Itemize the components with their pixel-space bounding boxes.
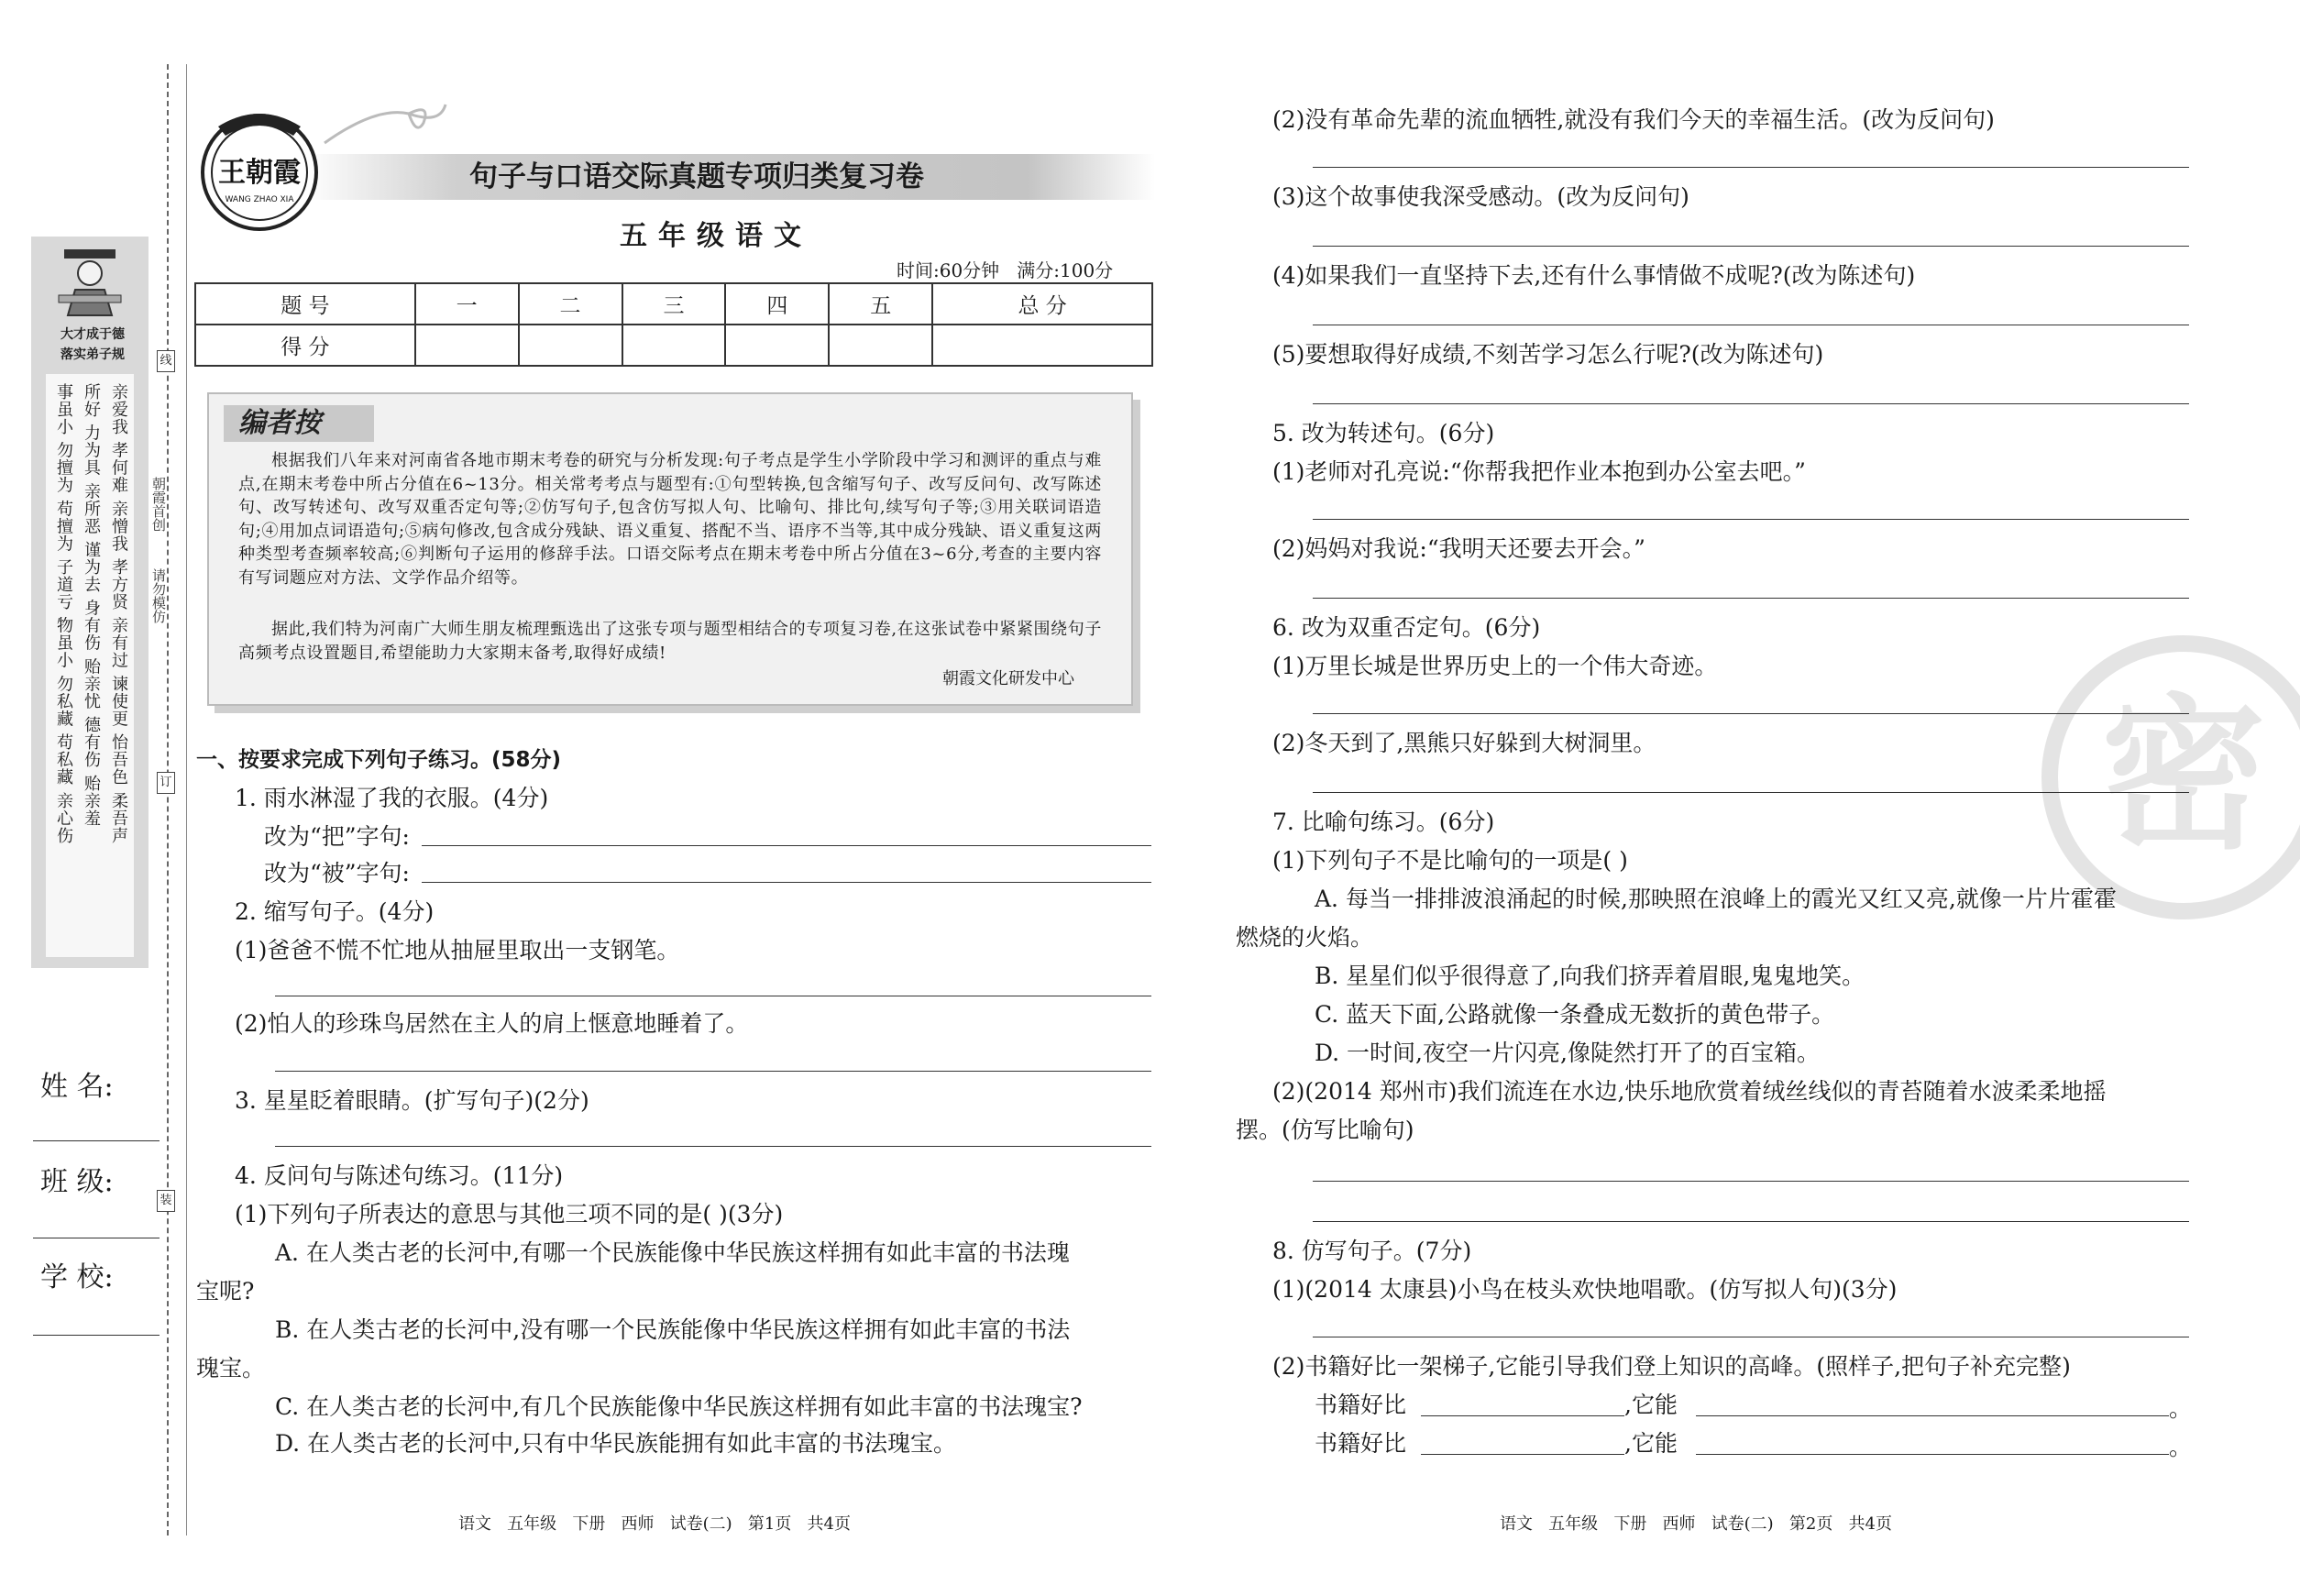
q7-option-d: D. 一时间,夜空一片闪亮,像陡然打开了的百宝箱。 xyxy=(1315,1040,1820,1066)
q5-1-text: (1)老师对孔亮说:“你帮我把作业本抱到办公室去吧。” xyxy=(1272,458,1806,485)
margin-note-1: 朝霞首创 xyxy=(150,477,167,532)
q4-option-b-1: B. 在人类古老的长河中,没有哪一个民族能像中华民族这样拥有如此丰富的书法 xyxy=(275,1316,1071,1343)
score-cell-4[interactable] xyxy=(725,325,829,366)
class-label: 班 级: xyxy=(40,1166,114,1198)
school-field[interactable] xyxy=(33,1335,160,1336)
q1-ba-answer[interactable] xyxy=(422,845,1151,846)
q3-answer[interactable] xyxy=(275,1146,1151,1147)
q7-2-answer-2[interactable] xyxy=(1313,1221,2189,1222)
score-col-4: 四 xyxy=(725,283,829,325)
name-field[interactable] xyxy=(33,1140,160,1141)
binding-line-inner xyxy=(186,64,187,1535)
sidebar-rules xyxy=(31,237,149,968)
q4-option-a-2: 宝呢? xyxy=(196,1278,255,1304)
q4-3-answer[interactable] xyxy=(1313,246,2189,247)
q7-option-a-1: A. 每当一排排波浪涌起的时候,那映照在浪峰上的霞光又红又亮,就像一片片霍霍 xyxy=(1315,886,2117,912)
q8-2-line2-blank-b[interactable] xyxy=(1696,1454,2169,1455)
score-col-3: 三 xyxy=(622,283,726,325)
name-label: 姓 名: xyxy=(40,1071,114,1103)
q4-5-text: (5)要想取得好成绩,不刻苦学习怎么行呢?(改为陈述句) xyxy=(1272,341,1824,368)
binding-marker-1: 线 xyxy=(157,350,175,372)
q1-ba-label: 改为“把”字句: xyxy=(264,823,410,850)
q4-4-text: (4)如果我们一直坚持下去,还有什么事情做不成呢?(改为陈述句) xyxy=(1272,262,1916,289)
score-col-2: 二 xyxy=(519,283,622,325)
q8-2-line1-blank-b[interactable] xyxy=(1696,1415,2169,1416)
binding-marker-3: 装 xyxy=(157,1190,175,1212)
score-header-points: 得 分 xyxy=(195,325,415,366)
logo-subtext: WANG ZHAO XIA xyxy=(225,195,294,204)
footer-page-1: 语文 五年级 下册 西师 试卷(二) 第1页 共4页 xyxy=(458,1514,851,1534)
q3-text: 3. 星星眨着眼睛。(扩写句子)(2分) xyxy=(235,1087,589,1114)
score-col-1: 一 xyxy=(415,283,519,325)
q5-2-answer[interactable] xyxy=(1313,598,2189,599)
score-table xyxy=(194,282,1153,367)
q5-1-answer[interactable] xyxy=(1313,519,2189,520)
q8-2-line2-blank-a[interactable] xyxy=(1421,1454,1624,1455)
sidebar-col-1: 亲爱我 孝何难 亲憎我 孝方贤 亲有过 谏使更 怡吾色 柔吾声 xyxy=(109,383,128,845)
q6-2-answer[interactable] xyxy=(1313,792,2189,793)
q8-2-line2-mid: ,它能 xyxy=(1624,1430,1678,1457)
q7-option-a-2: 燃烧的火焰。 xyxy=(1236,924,1374,951)
q7-option-b: B. 星星们似乎很得意了,向我们挤弄着眉眼,鬼鬼地笑。 xyxy=(1315,963,1865,989)
q2-text: 2. 缩写句子。(4分) xyxy=(235,898,435,925)
sidebar-rules-text xyxy=(46,374,134,957)
logo-text: 王朝霞 xyxy=(218,157,301,189)
page-subtitle: 五年级语文 xyxy=(620,220,812,252)
q4-option-b-2: 瑰宝。 xyxy=(196,1355,266,1381)
q8-1-text: (1)(2014 太康县)小鸟在枝头欢快地唱歌。(仿写拟人句)(3分) xyxy=(1272,1276,1898,1303)
q4-option-a-1: A. 在人类古老的长河中,有哪一个民族能像中华民族这样拥有如此丰富的书法瑰 xyxy=(275,1239,1070,1266)
q5-text: 5. 改为转述句。(6分) xyxy=(1272,420,1495,446)
q6-1-answer[interactable] xyxy=(1313,713,2189,714)
q7-2-text-1: (2)(2014 郑州市)我们流连在水边,快乐地欣赏着绒丝线似的青苔随着水波柔柔地摇 xyxy=(1272,1078,2107,1105)
section-1-heading: 一、按要求完成下列句子练习。(58分) xyxy=(196,748,562,772)
q8-2-line1-end: 。 xyxy=(2169,1395,2193,1422)
q8-text: 8. 仿写句子。(7分) xyxy=(1272,1238,1472,1264)
q4-1-text: (1)下列句子所表达的意思与其他三项不同的是( )(3分) xyxy=(235,1201,784,1227)
q4-5-answer[interactable] xyxy=(1313,403,2189,404)
q7-text: 7. 比喻句练习。(6分) xyxy=(1272,809,1495,835)
q7-1-text: (1)下列句子不是比喻句的一项是( ) xyxy=(1272,847,1628,874)
q2-2-text: (2)怕人的珍珠鸟居然在主人的肩上惬意地睡着了。 xyxy=(235,1010,749,1037)
score-col-total: 总 分 xyxy=(932,283,1152,325)
q4-text: 4. 反问句与陈述句练习。(11分) xyxy=(235,1162,564,1189)
editor-note-tag: 编者按 xyxy=(224,405,374,442)
q2-2-answer[interactable] xyxy=(275,1071,1151,1072)
q5-2-text: (2)妈妈对我说:“我明天还要去开会。” xyxy=(1272,535,1645,562)
q4-2-answer[interactable] xyxy=(1313,167,2189,168)
scholar-icon xyxy=(51,242,128,319)
score-cell-1[interactable] xyxy=(415,325,519,366)
school-label: 学 校: xyxy=(40,1261,114,1293)
score-col-5: 五 xyxy=(829,283,932,325)
score-cell-total[interactable] xyxy=(932,325,1152,366)
q6-text: 6. 改为双重否定句。(6分) xyxy=(1272,614,1541,641)
q6-2-text: (2)冬天到了,黑熊只好躲到大树洞里。 xyxy=(1272,730,1656,756)
footer-page-2: 语文 五年级 下册 西师 试卷(二) 第2页 共4页 xyxy=(1500,1514,1892,1534)
score-cell-2[interactable] xyxy=(519,325,622,366)
sidebar-motto-2: 落实弟子规 xyxy=(61,347,125,362)
q1-bei-label: 改为“被”字句: xyxy=(264,860,410,886)
margin-note-2: 请勿模仿 xyxy=(150,568,167,623)
q1-bei-answer[interactable] xyxy=(422,882,1151,883)
q7-option-c: C. 蓝天下面,公路就像一条叠成无数折的黄色带子。 xyxy=(1315,1001,1835,1028)
q4-2-text: (2)没有革命先辈的流血牺牲,就没有我们今天的幸福生活。(改为反问句) xyxy=(1272,106,1995,133)
page-title: 句子与口语交际真题专项归类复习卷 xyxy=(469,160,924,193)
q8-2-line1-prefix: 书籍好比 xyxy=(1315,1392,1407,1418)
q8-2-line2-end: 。 xyxy=(2169,1434,2193,1460)
score-cell-5[interactable] xyxy=(829,325,932,366)
editor-note-para-1: 根据我们八年来对河南省各地市期末考卷的研究与分析发现:句子考点是学生小学阶段中学习和测评的重点与难点,在期末考卷中所占分值在6~13分。相关常考考点与题型有:①句型转换,包含缩写句子、改写反问句、改写陈述句、改写转述句、改写双重否定句等;②仿写句子,包含仿写拟人句、比喻句、排比句,续写句子等;③用关联词语造句;④用加点词语造句;⑤病句修改,包含成分残缺、语义重复、搭配不当、语序不当等,其中成分残缺、语义重复这两种类型考查频率较高;⑥判断句子运用的修辞手法。口语交际考点在期末考卷中所占分值在3~6分,考查的主要内容有写词题应对方法、文学作品介绍等。 xyxy=(238,451,1102,588)
q7-2-text-2: 摆。(仿写比喻句) xyxy=(1236,1117,1414,1143)
sidebar-col-3: 事虽小 勿擅为 苟擅为 子道亏 物虽小 勿私藏 苟私藏 亲心伤 xyxy=(54,383,73,845)
q8-2-line2-prefix: 书籍好比 xyxy=(1315,1430,1407,1457)
q1-text: 1. 雨水淋湿了我的衣服。(4分) xyxy=(235,785,549,811)
score-header-question: 题 号 xyxy=(195,283,415,325)
sidebar-motto-1: 大才成于德 xyxy=(61,327,125,342)
sidebar-col-2: 所好 力为具 亲所恶 谨为去 身有伤 贻亲忧 德有伤 贻亲羞 xyxy=(82,383,101,828)
q8-2-text: (2)书籍好比一架梯子,它能引导我们登上知识的高峰。(照样子,把句子补充完整) xyxy=(1272,1353,2071,1380)
q8-2-line1-blank-a[interactable] xyxy=(1421,1415,1624,1416)
score-cell-3[interactable] xyxy=(622,325,726,366)
q2-1-text: (1)爸爸不慌不忙地从抽屉里取出一支钢笔。 xyxy=(235,937,680,963)
q4-3-text: (3)这个故事使我深受感动。(改为反问句) xyxy=(1272,183,1689,210)
confidential-stamp-icon xyxy=(2028,631,2300,924)
stamp-text: 密 xyxy=(2100,680,2267,872)
q7-2-answer-1[interactable] xyxy=(1313,1181,2189,1182)
binding-line-outer xyxy=(167,64,169,1535)
q6-1-text: (1)万里长城是世界历史上的一个伟大奇迹。 xyxy=(1272,653,1718,679)
exam-meta: 时间:60分钟 满分:100分 xyxy=(897,259,1114,281)
binding-marker-2: 订 xyxy=(157,772,175,794)
logo-icon xyxy=(191,101,328,235)
editor-note-para-2: 据此,我们特为河南广大师生朋友梳理甄选出了这张专项与题型相结合的专项复习卷,在这张试卷中紧紧围绕句子高频考点设置题目,希望能助力大家期末备考,取得好成绩! xyxy=(238,620,1102,663)
ribbon-icon xyxy=(321,97,449,152)
q4-option-c: C. 在人类古老的长河中,有几个民族能像中华民族这样拥有如此丰富的书法瑰宝? xyxy=(275,1393,1083,1420)
editor-note-signature: 朝霞文化研发中心 xyxy=(942,669,1074,688)
q8-2-line1-mid: ,它能 xyxy=(1624,1392,1678,1418)
q4-option-d: D. 在人类古老的长河中,只有中华民族能拥有如此丰富的书法瑰宝。 xyxy=(275,1430,956,1457)
